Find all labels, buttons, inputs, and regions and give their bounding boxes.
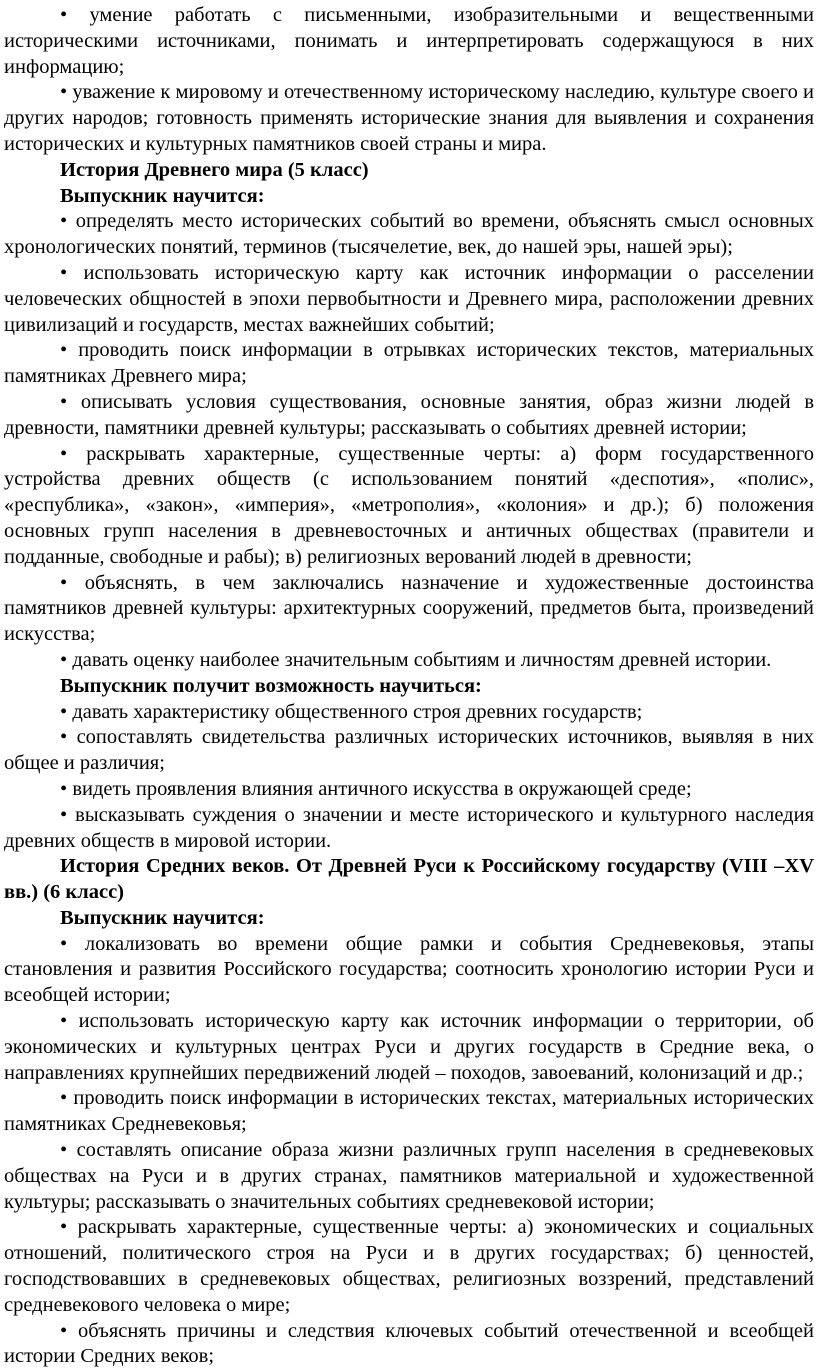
bullet-marker: • <box>60 726 68 749</box>
bullet-marker: • <box>60 571 68 594</box>
paragraph-text: объяснять, в чем заключались назначение и художественные достоинства памятников древней культуры: архитектурных сооружений, предметов быта, произведений искусства; <box>4 571 814 646</box>
paragraph-text: составлять описание образа жизни различных групп населения в средневековых обществах на Руси и в других странах, памятников материальной и художественной культуры; рассказывать о значительных событиях средневековой истории; <box>4 1139 814 1213</box>
bullet-paragraph <box>4 1009 814 1086</box>
bullet-paragraph <box>4 261 814 338</box>
bullet-marker: • <box>60 1010 68 1033</box>
subsection-heading: Выпускник получит возможность научиться: <box>60 674 482 697</box>
bullet-paragraph <box>4 648 814 674</box>
bullet-marker: • <box>60 339 68 362</box>
bullet-paragraph <box>4 1215 814 1318</box>
paragraph-text: использовать историческую карту как источник информации о территории, об экономических и культурных центрах Руси и других государств в Средние века, о направлениях крупнейших передвижений людей – походов, завоеваний, колонизаций и др.; <box>4 1010 814 1084</box>
paragraph-text: проводить поиск информации в отрывках исторических текстов, материальных памятниках Древнего мира; <box>4 339 814 388</box>
bullet-marker: • <box>60 442 68 465</box>
bullet-paragraph <box>4 932 814 1009</box>
paragraph-text: описывать условия существования, основные занятия, образ жизни людей в древности, памятники древней культуры; рассказывать о событиях древней истории; <box>4 390 814 439</box>
subsection-heading: Выпускник научится: <box>60 184 265 207</box>
bullet-paragraph <box>4 338 814 390</box>
bullet-paragraph <box>4 777 814 803</box>
paragraph-text: давать оценку наиболее значительным событиям и личностям древней истории. <box>67 648 772 671</box>
paragraph-text: высказывать суждения о значении и месте исторического и культурного наследия древних обществ в мировой истории. <box>4 803 814 852</box>
paragraph-text: раскрывать характерные, существенные черты: а) форм государственного устройства древних обществ (с использованием понятий «деспотия», «полис», «республика», «закон», «империя», «метрополия», «колония» и др.); б) положения основных групп населения в древневосточных и античных обществах (правители и подданные, свободные и рабы); в) религиозных верований людей в древности; <box>4 442 814 568</box>
paragraph-text: раскрывать характерные, существенные черты: а) экономических и социальных отношений, политического строя на Руси и в других государствах; б) ценностей, господствовавших в средневековых обществах, религиозных воззрений, представлений средневекового человека о мире; <box>4 1216 814 1316</box>
bullet-marker: • <box>60 932 68 955</box>
paragraph-text: умение работать с письменными, изобразительными и вещественными историческими источниками, понимать и интерпретировать содержащуюся в них информацию; <box>4 4 814 78</box>
bullet-paragraph <box>4 209 814 261</box>
section-heading: История Древнего мира (5 класс) <box>60 158 369 181</box>
section-heading: История Средних веков. От Древней Руси к Российскому государству (VIII –XV вв.) (6 класс) <box>4 855 814 904</box>
paragraph-text: использовать историческую карту как источник информации о расселении человеческих общностей в эпохи первобытности и Древнего мира, расположении древних цивилизаций и государств, местах важнейших событий; <box>4 261 814 336</box>
bullet-paragraph <box>4 3 814 80</box>
bullet-paragraph <box>4 80 814 157</box>
bullet-paragraph <box>4 1086 814 1138</box>
bullet-marker: • <box>60 803 68 826</box>
paragraph-text: определять место исторических событий во времени, объяснять смысл основных хронологических понятий, терминов (тысячелетие, век, до нашей эры, нашей эры); <box>4 210 814 259</box>
bullet-marker: • <box>60 1139 68 1162</box>
bullet-paragraph <box>4 442 814 571</box>
bullet-marker: • <box>60 390 68 413</box>
bullet-paragraph <box>4 803 814 855</box>
bullet-marker: • <box>60 4 68 26</box>
bullet-paragraph <box>4 700 814 726</box>
bullet-paragraph <box>4 1138 814 1215</box>
bullet-marker: • <box>60 648 68 671</box>
bullet-paragraph <box>4 571 814 648</box>
paragraph-text: локализовать во времени общие рамки и события Средневековья, этапы становления и развития Российского государства; соотносить хронологию истории Руси и всеобщей истории; <box>4 932 814 1007</box>
paragraph-text: видеть проявления влияния античного искусства в окружающей среде; <box>67 777 692 800</box>
bullet-marker: • <box>60 700 68 723</box>
bullet-marker: • <box>60 777 68 800</box>
bullet-marker: • <box>60 261 68 284</box>
bullet-paragraph <box>4 390 814 442</box>
paragraph-text: уважение к мировому и отечественному историческому наследию, культуре своего и других народов; готовность применять исторические знания для выявления и сохранения исторических и культурных памятников своей страны и мира. <box>4 81 814 155</box>
paragraph-text: проводить поиск информации в исторических текстах, материальных исторических памятниках Средневековья; <box>4 1087 814 1136</box>
bullet-marker: • <box>60 1216 68 1239</box>
bullet-paragraph <box>4 725 814 777</box>
bullet-marker: • <box>60 1087 68 1110</box>
paragraph-text: сопоставлять свидетельства различных исторических источников, выявляя в них общее и различия; <box>4 726 814 775</box>
bullet-marker: • <box>60 1319 68 1342</box>
bullet-paragraph <box>4 1319 814 1370</box>
bullet-marker: • <box>60 81 68 104</box>
bullet-marker: • <box>60 210 68 233</box>
paragraph-text: давать характеристику общественного строя древних государств; <box>67 700 643 723</box>
paragraph-text: объяснять причины и следствия ключевых событий отечественной и всеобщей истории Средних веков; <box>4 1319 814 1368</box>
subsection-heading: Выпускник научится: <box>60 906 265 929</box>
